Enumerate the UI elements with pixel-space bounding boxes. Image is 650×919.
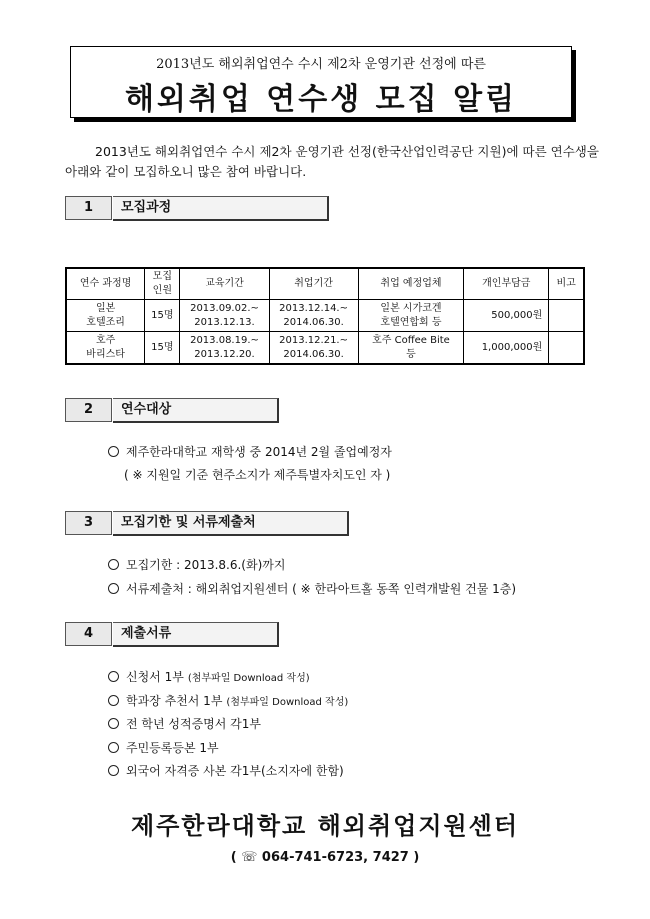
table-header-cell: 모집 인원 — [145, 268, 180, 300]
table-cell: 2013.12.21.~ 2014.06.30. — [269, 332, 358, 365]
table-cell: 2013.08.19.~ 2013.12.20. — [180, 332, 269, 365]
section-number: 2 — [65, 398, 112, 422]
table-cell: 500,000원 — [464, 300, 549, 332]
circle-bullet-icon — [108, 695, 119, 706]
intro-paragraph: 2013년도 해외취업연수 수시 제2차 운영기관 선정(한국산업인력공단 지원)에 따른 연수생을 아래와 같이 모집하오니 많은 참여 바랍니다. — [65, 144, 599, 179]
document-note: (첨부파일 Download 작성) — [187, 673, 310, 684]
table-header-cell: 개인부담금 — [464, 268, 549, 300]
section-title: 연수대상 — [113, 398, 279, 423]
list-item — [108, 668, 310, 685]
circle-bullet-icon — [108, 671, 119, 682]
submission-place-text: 서류제출처 : 해외취업지원센터 ( ※ 한라아트홀 동쪽 인력개발원 건물 1층) — [126, 582, 517, 596]
circle-bullet-icon — [108, 742, 119, 753]
list-item — [108, 715, 261, 732]
table-header-row — [66, 268, 584, 300]
title-subtitle: 2013년도 해외취업연수 수시 제2차 운영기관 선정에 따른 — [156, 57, 486, 72]
organization-name: 제주한라대학교 해외취업지원센터 — [130, 812, 520, 840]
table-cell: 호주 Coffee Bite 등 — [358, 332, 464, 365]
target-note: ( ※ 지원일 기준 현주소지가 제주특별자치도인 자 ) — [124, 468, 391, 482]
list-item — [108, 762, 344, 779]
recruitment-table — [65, 267, 585, 365]
table-header-cell: 취업 예정업체 — [358, 268, 464, 300]
circle-bullet-icon — [108, 765, 119, 776]
section-number: 3 — [65, 511, 112, 535]
section-number: 4 — [65, 622, 112, 646]
title-box — [70, 46, 572, 118]
table-cell: 일본 시가코겐 호텔연합회 등 — [358, 300, 464, 332]
page-title: 해외취업 연수생 모집 알림 — [124, 82, 518, 117]
list-item — [108, 692, 348, 709]
table-cell: 15명 — [145, 300, 180, 332]
document-text: 학과장 추천서 1부 — [126, 693, 223, 708]
table-cell: 일본 호텔조리 — [66, 300, 145, 332]
table-cell — [549, 332, 584, 365]
document-text: 외국어 자격증 사본 각1부(소지자에 한함) — [126, 764, 344, 778]
phone-number: ( ☏ 064-741-6723, 7427 ) — [230, 850, 420, 865]
circle-bullet-icon — [108, 583, 119, 594]
section-title: 모집기한 및 서류제출처 — [113, 511, 349, 536]
document-text: 신청서 1부 — [126, 670, 184, 684]
table-cell — [549, 300, 584, 332]
circle-bullet-icon — [108, 559, 119, 570]
list-item — [108, 580, 516, 597]
table-cell: 1,000,000원 — [464, 332, 549, 365]
table-cell: 2013.09.02.~ 2013.12.13. — [180, 300, 269, 332]
section-number: 1 — [65, 196, 112, 220]
list-item — [108, 443, 392, 460]
circle-bullet-icon — [108, 446, 119, 457]
table-cell: 2013.12.14.~ 2014.06.30. — [269, 300, 358, 332]
list-item — [108, 556, 285, 573]
table-cell: 호주 바리스타 — [66, 332, 145, 365]
list-item — [108, 739, 219, 756]
table-header-cell: 비고 — [549, 268, 584, 300]
document-note: (첨부파일 Download 작성) — [226, 696, 349, 708]
section-title: 모집과정 — [113, 196, 329, 221]
table-header-cell: 취업기간 — [269, 268, 358, 300]
table-header-cell: 연수 과정명 — [66, 268, 145, 300]
target-text: 제주한라대학교 재학생 중 2014년 2월 졸업예정자 — [126, 445, 392, 459]
table-row — [66, 300, 584, 332]
table-cell: 15명 — [145, 332, 180, 365]
table-header-cell: 교육기간 — [180, 268, 269, 300]
circle-bullet-icon — [108, 718, 119, 729]
section-title: 제출서류 — [113, 622, 279, 647]
document-text: 주민등록등본 1부 — [126, 740, 219, 755]
deadline-text: 모집기한 : 2013.8.6.(화)까지 — [126, 558, 286, 572]
document-text: 전 학년 성적증명서 각1부 — [126, 717, 261, 731]
table-row — [66, 332, 584, 365]
